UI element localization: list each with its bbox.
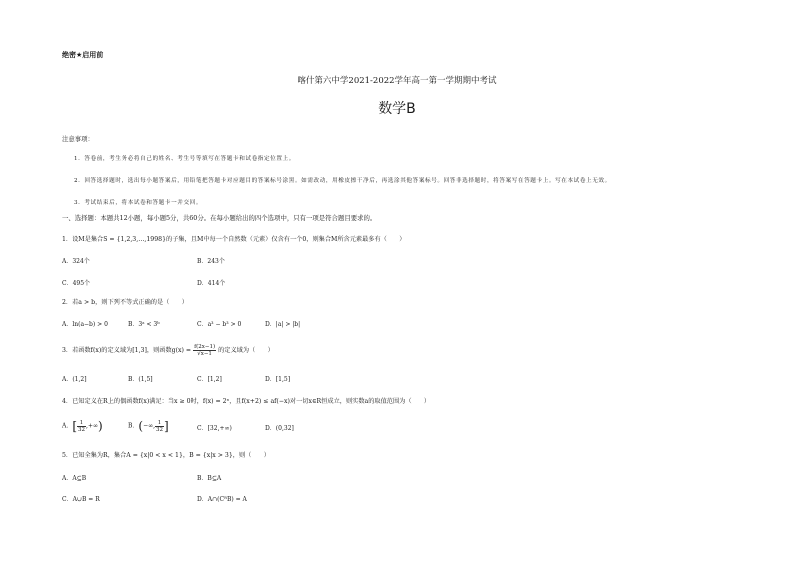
note-item-2: 2．回答选择题时，选出每小题答案后，用铅笔把答题卡对应题目的答案标号涂黑。如需改动，用橡皮擦干净后，再选涂其他答案标号。回答非选择题时，将答案写在答题卡上。写在本试卷上无效。 <box>74 178 611 184</box>
confidential-label: 绝密★启用前 <box>62 51 104 59</box>
option-b-prefix: B． <box>128 422 139 430</box>
option-b-head: −∞, <box>143 422 156 430</box>
section-heading: 一、选择题：本题共12小题，每小题5分，共60分。在每小题给出的四个选项中，只有一项是符合题目要求的。 <box>62 214 377 222</box>
question-2-option-b: B．3ᵃ < 3ᵇ <box>128 321 160 328</box>
question-4-option-a: A．[ $\frac{1}{32}$ ,+∞) <box>62 419 103 433</box>
question-3-stem-start: 3．若函数f(x)的定义域为[1,3]，则函数g(x) = <box>62 347 192 354</box>
option-b-fraction <box>155 420 164 433</box>
question-2-option-c: C．a³ − b³ > 0 <box>197 321 242 328</box>
question-1-stem: 1．设M是集合S = {1,2,3,…,1998}的子集，且M中每一个自然数（元素）仅含有一个0，则集合M所含元素最多有（ ） <box>62 236 406 243</box>
fraction-numerator: 1 <box>155 420 164 427</box>
fraction-denominator: 32 <box>156 426 164 433</box>
question-1-option-c: C．495个 <box>62 280 91 287</box>
question-1-option-b: B．243个 <box>197 258 225 265</box>
question-2-option-a: A．ln(a−b) > 0 <box>62 321 108 328</box>
question-4-option-c: C．[32,+∞) <box>197 425 232 432</box>
question-3-stem <box>62 344 274 357</box>
fraction-denominator: 32 <box>78 426 86 433</box>
question-3-stem-end: 的定义域为（ ） <box>218 347 274 354</box>
question-3-option-b: B．(1,5] <box>128 376 153 383</box>
question-3-option-c: C．[1,2] <box>197 376 222 383</box>
question-5-option-a: A．A⊆B <box>62 475 87 482</box>
question-4-option-b: B．(−∞, $\frac{1}{32}$ ] <box>128 419 169 433</box>
note-item-3: 3．考试结束后，将本试卷和答题卡一并交回。 <box>74 200 203 206</box>
notes-heading: 注意事项： <box>62 135 94 143</box>
question-2-option-d: D．|a| > |b| <box>265 321 301 328</box>
exam-title: 喀什第六中学2021-2022学年高一第一学期期中考试 <box>297 76 497 86</box>
question-2-stem: 2．若a > b，则下列不等式正确的是（ ） <box>62 299 188 306</box>
question-3-fraction <box>193 344 216 357</box>
question-5-stem: 5．已知全集为R，集合A = {x|0 < x < 1}，B = {x|x > 3}，则（ ） <box>62 452 270 459</box>
option-a-prefix: A． <box>62 422 73 430</box>
question-3-option-a: A．(1,2] <box>62 376 87 383</box>
question-5-option-c: C．A∪B = R <box>62 496 100 503</box>
question-1-option-d: D．414个 <box>197 280 226 287</box>
question-5-option-b: B．B⊆A <box>197 475 222 482</box>
note-item-1: 1．答卷前，考生务必将自己的姓名、考生号等填写在答题卡和试卷指定位置上。 <box>74 156 295 162</box>
question-4-option-d: D．(0,32] <box>265 425 294 432</box>
fraction-denominator: √x−1 <box>197 351 212 357</box>
question-1-option-a: A．324个 <box>62 258 90 265</box>
fraction-numerator: 1 <box>77 420 86 427</box>
option-a-fraction <box>77 420 86 433</box>
subject-title: 数学B <box>378 101 416 117</box>
fraction-numerator: f(2x−1) <box>194 344 216 350</box>
question-5-option-d: D．A∩(CᴿB) = A <box>197 496 247 503</box>
question-4-stem: 4．已知定义在R上的偶函数f(x)满足：当x ≥ 0时，f(x) = 2ˣ，且f(x+2) ≤ af(−x)对一切x∈R恒成立，则实数a的取值范围为（ ） <box>62 398 431 405</box>
option-a-tail: ,+∞ <box>86 422 98 430</box>
question-3-option-d: D．[1,5] <box>265 376 291 383</box>
